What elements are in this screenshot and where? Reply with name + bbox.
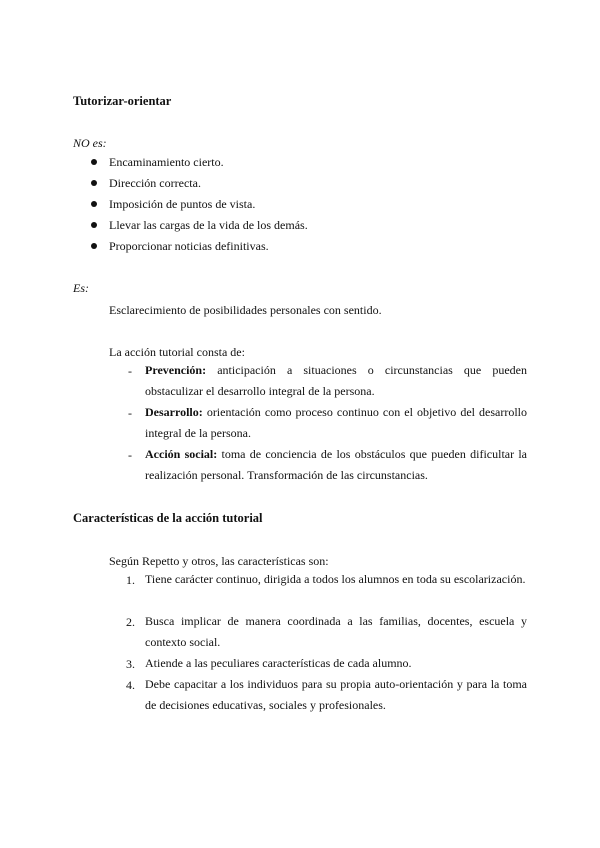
- list-item: [145, 360, 527, 402]
- list-item: Dirección correcta.: [109, 176, 201, 190]
- bullet-dot-icon: [91, 201, 97, 207]
- list-number: 2.: [126, 615, 135, 629]
- item-term: Prevención:: [145, 363, 207, 377]
- section-title-tutorizar: Tutorizar-orientar: [73, 94, 172, 108]
- bullet-dot-icon: [91, 159, 97, 165]
- item-term: Acción social:: [145, 447, 218, 461]
- list-item: Encaminamiento cierto.: [109, 155, 224, 169]
- list-item: Debe capacitar a los individuos para su propia auto-orientación y para la toma de decisiones educativas, sociales y profesionales.: [145, 677, 527, 712]
- no-es-label: NO es:: [73, 136, 107, 150]
- item-text: toma de conciencia de los obstáculos que pueden dificultar la realización personal. Transformación de las circunstancias.: [145, 447, 528, 482]
- list-item: [145, 444, 527, 486]
- dash-marker: -: [128, 448, 132, 462]
- bullet-dot-icon: [91, 243, 97, 249]
- list-item: Imposición de puntos de vista.: [109, 197, 256, 211]
- bullet-dot-icon: [91, 180, 97, 186]
- list-item: [145, 402, 527, 444]
- item-text: anticipación a situaciones o circunstancias que pueden obstaculizar el desarrollo integral de la persona.: [145, 363, 527, 398]
- item-term: Desarrollo:: [145, 405, 203, 419]
- accion-intro: La acción tutorial consta de:: [109, 345, 245, 359]
- list-item: Busca implicar de manera coordinada a las familias, docentes, escuela y contexto social.: [145, 614, 527, 649]
- list-number: 4.: [126, 678, 135, 692]
- list-item: Llevar las cargas de la vida de los demás.: [109, 218, 308, 232]
- bullet-dot-icon: [91, 222, 97, 228]
- section-title-caracteristicas: Características de la acción tutorial: [73, 511, 263, 525]
- list-number: 1.: [126, 573, 135, 587]
- dash-marker: -: [128, 406, 132, 420]
- es-text: Esclarecimiento de posibilidades personales con sentido.: [109, 303, 382, 317]
- dash-marker: -: [128, 364, 132, 378]
- list-item: Atiende a las peculiares características de cada alumno.: [145, 656, 412, 670]
- item-text: orientación como proceso continuo con el objetivo del desarrollo integral de la persona.: [145, 405, 528, 440]
- list-item: Proporcionar noticias definitivas.: [109, 239, 269, 253]
- caracteristicas-intro: Según Repetto y otros, las características son:: [109, 554, 329, 568]
- list-item: Tiene carácter continuo, dirigida a todos los alumnos en toda su escolarización.: [145, 572, 526, 586]
- es-label: Es:: [73, 281, 89, 295]
- list-number: 3.: [126, 657, 135, 671]
